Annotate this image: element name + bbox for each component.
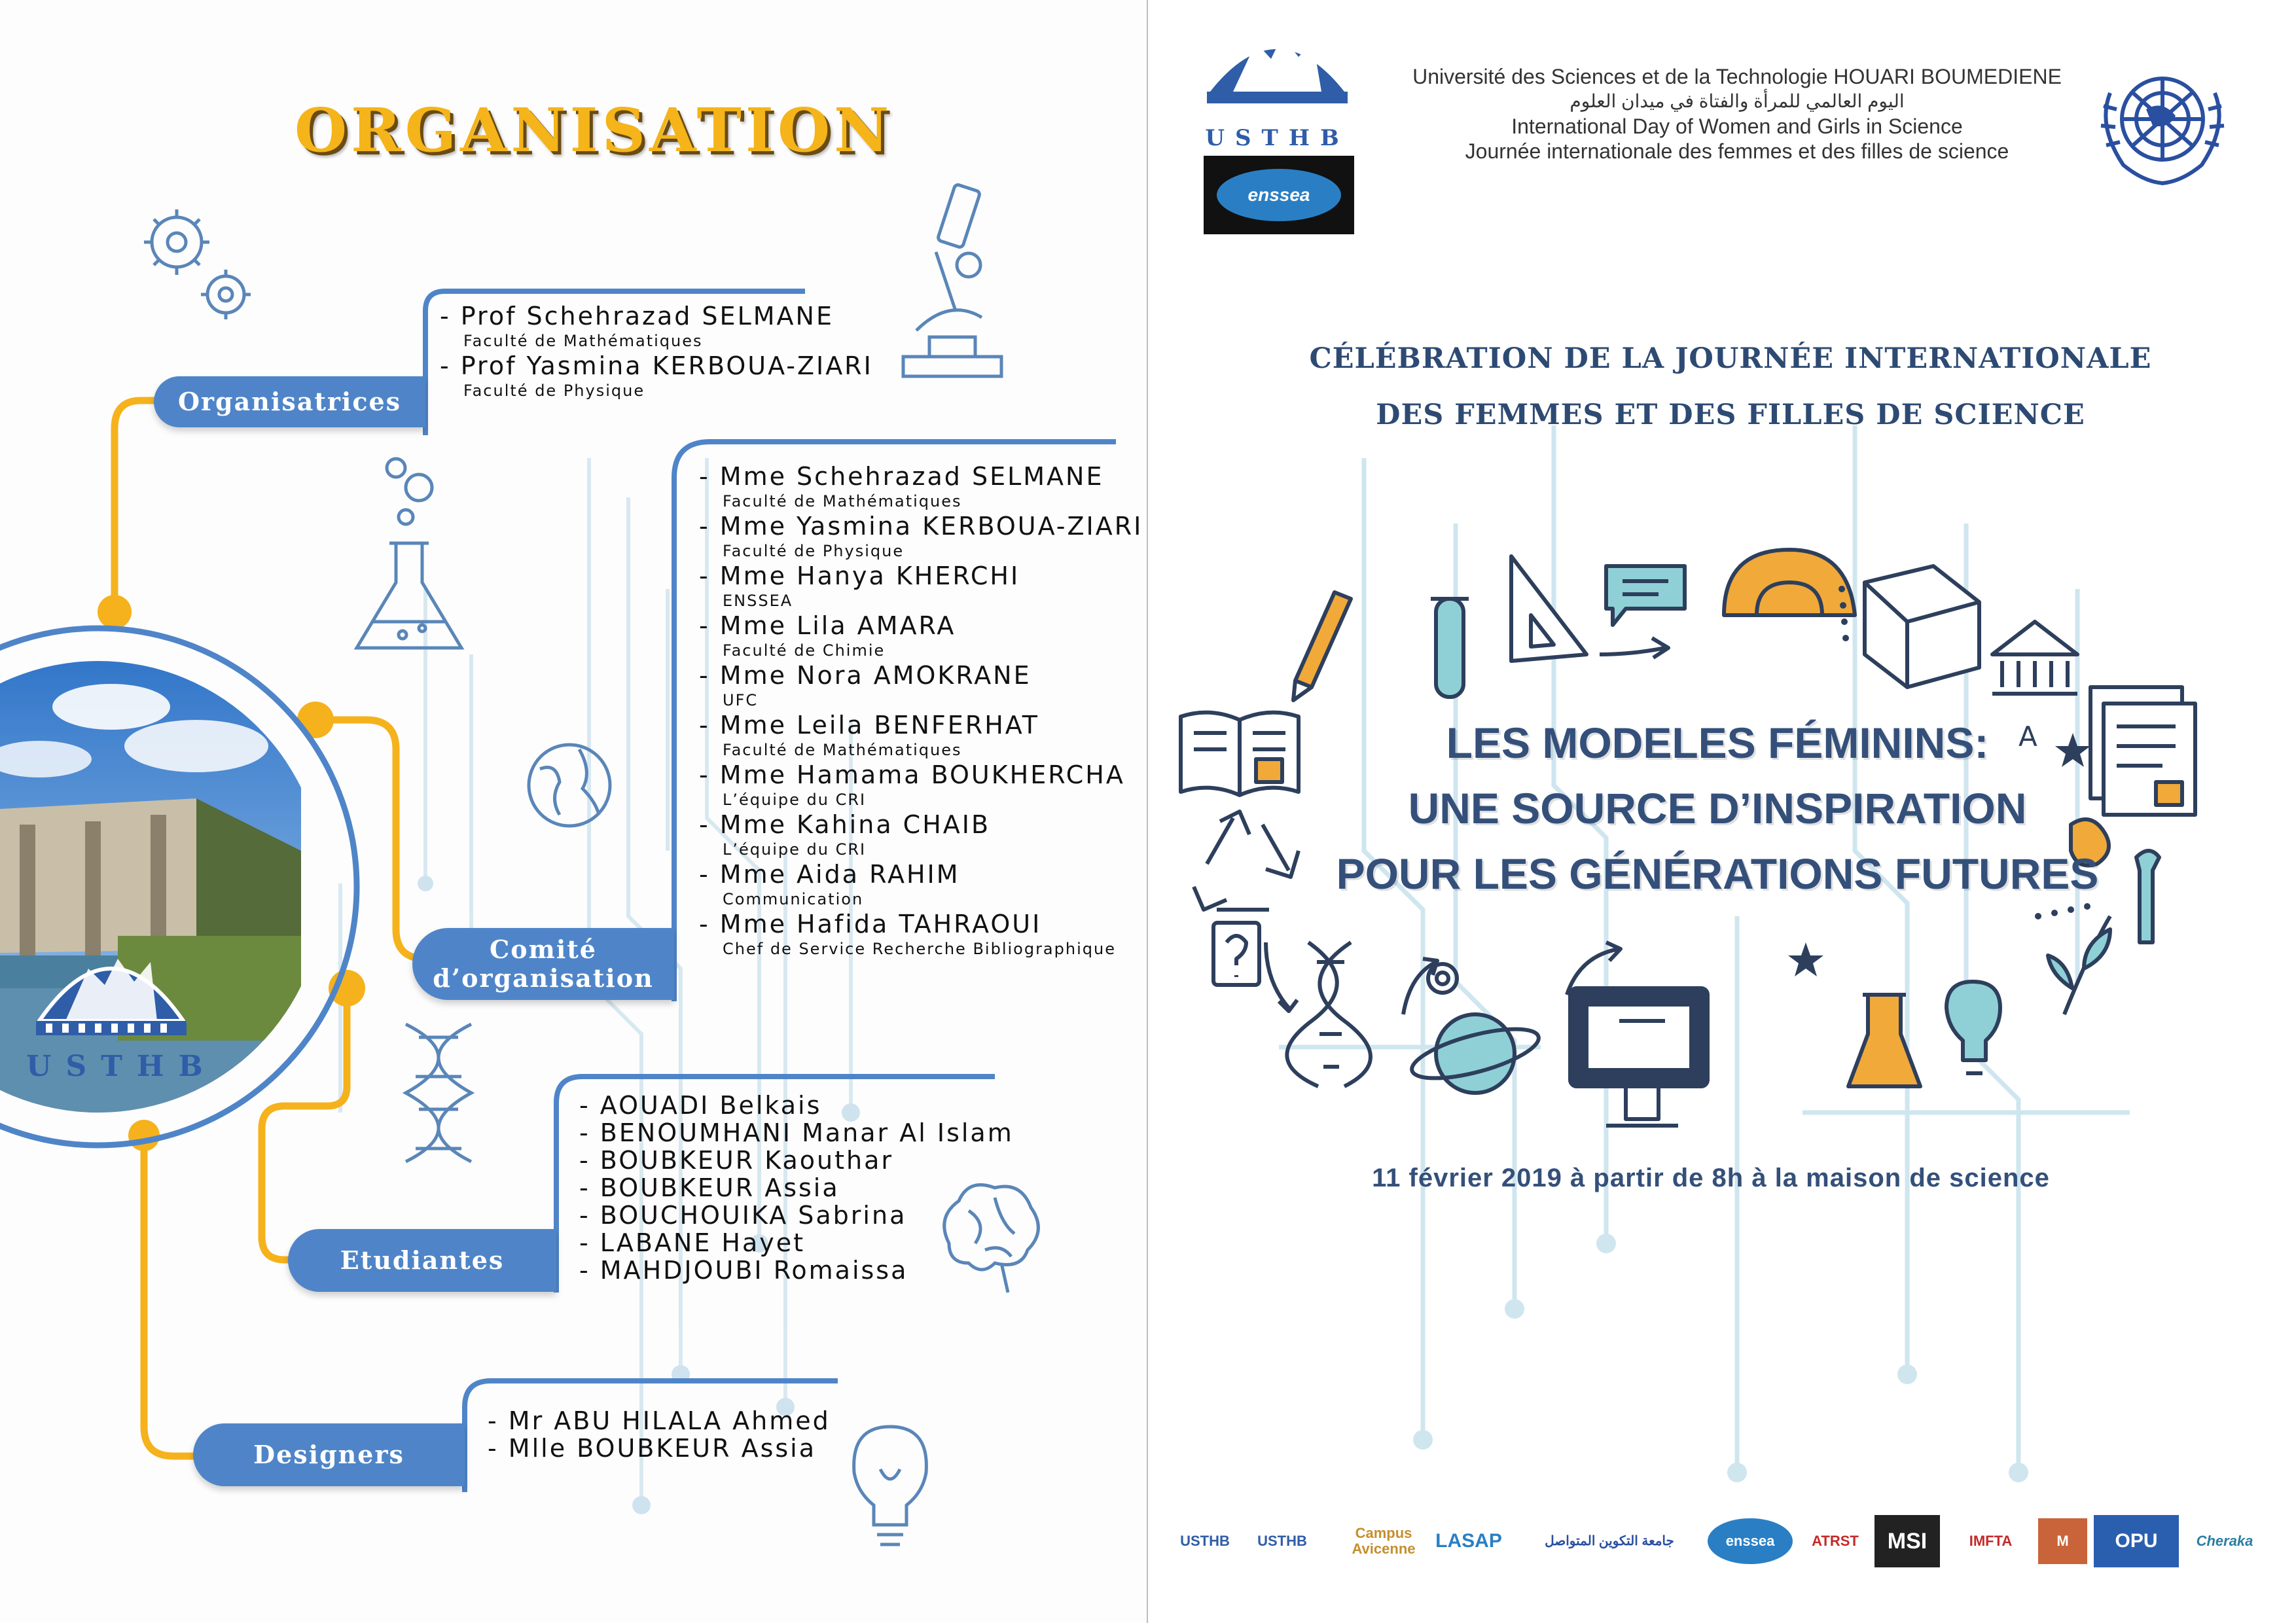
member-name: - Mme Hafida TAHRAOUI [699, 910, 1042, 938]
member-name: - Mme Aida RAHIM [699, 860, 960, 889]
tab-designers: Designers [193, 1423, 465, 1486]
organisation-page [0, 0, 1147, 1623]
leaf-icon [2048, 916, 2110, 1014]
celebration-line-1: CÉLÉBRATION DE LA JOURNÉE INTERNATIONALE [1309, 342, 2152, 375]
member-affiliation: L’équipe du CRI [723, 791, 867, 809]
member-name: - Mme Yasmina KERBOUA-ZIARI [699, 512, 1143, 541]
partner-logo-usthb-maths: USTHB [1257, 1533, 1307, 1549]
enssea-logo-text: enssea [1247, 185, 1310, 205]
question-icon [1213, 923, 1259, 985]
chat-bubble-icon [1606, 566, 1685, 625]
flask-icon [344, 452, 475, 668]
member-name: - Mme Lila AMARA [699, 611, 956, 640]
partner-logo-lasap: LASAP [1435, 1530, 1502, 1552]
member-affiliation: Faculté de Physique [723, 542, 905, 560]
header-line-arabic: اليوم العالمي للمرأة والفتاة في ميدان العلوم [1570, 91, 1905, 111]
member-name: - Mme Schehrazad SELMANE [699, 462, 1104, 491]
partner-logo-campus-avicenne: Campus Avicenne [1352, 1525, 1416, 1557]
usthb-emblem-icon [26, 923, 196, 1047]
monitor-icon [1570, 988, 1708, 1126]
member-name: - Mme Hanya KHERCHI [699, 562, 1020, 590]
gears-icon [128, 196, 259, 327]
usthb-logo [26, 923, 217, 1083]
member-affiliation: Faculté de Mathématiques [723, 741, 962, 759]
letter-a-icon: A [2018, 721, 2037, 753]
member-affiliation: Faculté de Mathématiques [723, 492, 962, 510]
tab-etudiantes: Etudiantes [288, 1229, 556, 1292]
beaker-icon [1848, 995, 1920, 1086]
dna-icon [1287, 942, 1371, 1086]
member-affiliation: Faculté de Mathématiques [463, 332, 703, 350]
header-line-english: International Day of Women and Girls in Science [1511, 115, 1963, 138]
member-affiliation: Faculté de Chimie [723, 641, 886, 660]
celebration-line-2: DES FEMMES ET DES FILLES DE SCIENCE [1376, 399, 2085, 431]
test-tube-icon [1431, 599, 1469, 697]
member-affiliation: ENSSEA [723, 592, 793, 610]
recycle-icon [1194, 812, 1299, 910]
member-name: - Mme Leila BENFERHAT [699, 711, 1040, 740]
partner-logo-msi: MSI [1874, 1515, 1940, 1567]
microscope-icon [890, 180, 1008, 389]
open-book-icon [1181, 713, 1299, 795]
dna-icon [393, 1018, 484, 1168]
member-name: - Mme Kahina CHAIB [699, 810, 991, 839]
comite-list [699, 461, 1143, 959]
partner-logo-imfta: IMFTA [1969, 1533, 2013, 1549]
member-name: - Prof Schehrazad SELMANE [440, 302, 834, 330]
event-cover-page [1148, 0, 2296, 1623]
page-title: ORGANISATION [295, 95, 893, 166]
science-icons-ring [1148, 0, 2296, 1152]
designer-name: - Mlle BOUBKEUR Assia [488, 1434, 817, 1463]
member-affiliation: Faculté de Physique [463, 382, 645, 400]
student-name: - BOUBKEUR Kaouthar [579, 1146, 893, 1175]
usthb-logo-text: USTHB [1205, 125, 1350, 151]
globe-icon [520, 736, 619, 834]
tab-comite-line2: d’organisation [433, 963, 654, 993]
partner-logo-atrst: ATRST [1812, 1533, 1859, 1549]
brain-icon [929, 1171, 1047, 1296]
event-date: 11 février 2019 à partir de 8h à la maison de science [1372, 1164, 2050, 1192]
pencil-icon [1293, 592, 1351, 700]
wrench-icon [2136, 851, 2159, 942]
member-affiliation: Communication [723, 890, 864, 908]
theme-line-1: LES MODELES FÉMININS: [1446, 719, 1989, 767]
partner-logo-opu: OPU [2094, 1515, 2179, 1567]
institution-icon [1992, 622, 2077, 694]
header-line-university: Université des Sciences et de la Technologie HOUARI BOUMEDIENE [1412, 65, 2062, 88]
member-affiliation: UFC [723, 691, 759, 709]
student-name: - BOUBKEUR Assia [579, 1173, 840, 1202]
set-square-icon [1511, 556, 1587, 661]
book-icon [1865, 566, 1979, 687]
tab-comite-line1: Comité [490, 935, 597, 964]
header-line-french: Journée internationale des femmes et des filles de science [1465, 139, 2009, 163]
student-name: - BENOUMHANI Manar Al Islam [579, 1118, 1014, 1147]
student-name: - AOUADI Belkais [579, 1091, 822, 1120]
lightbulb-icon [1946, 982, 2000, 1073]
tab-organisatrices: Organisatrices [154, 376, 425, 427]
designers-list [488, 1407, 831, 1462]
member-affiliation: L’équipe du CRI [723, 840, 867, 859]
lightbulb-icon [841, 1417, 939, 1554]
arrow-icon [1266, 942, 1297, 1011]
student-name: - BOUCHOUIKA Sabrina [579, 1201, 907, 1230]
designer-name: - Mr ABU HILALA Ahmed [488, 1406, 831, 1435]
usthb-logo-text: USTHB [26, 1050, 217, 1083]
partner-logo-cheraka: Cheraka [2196, 1533, 2253, 1549]
student-name: - MAHDJOUBI Romaissa [579, 1256, 908, 1285]
protractor-icon [1724, 550, 1855, 615]
theme-line-2: UNE SOURCE D’INSPIRATION [1408, 784, 2027, 832]
member-name: - Prof Yasmina KERBOUA-ZIARI [440, 351, 873, 380]
theme-title [1325, 710, 2110, 906]
star-icon [1788, 942, 1823, 976]
member-name: - Mme Hamama BOUKHERCHA [699, 760, 1125, 789]
partner-logo-formation-continue: جامعة التكوين المتواصل [1545, 1534, 1674, 1548]
at-sign-icon [1428, 964, 1457, 993]
student-name: - LABANE Hayet [579, 1228, 806, 1257]
arrow-icon [1600, 638, 1668, 658]
member-name: - Mme Nora AMOKRANE [699, 661, 1031, 690]
partner-logo-m: M [2038, 1518, 2087, 1564]
organisatrices-list [440, 301, 873, 401]
planet-icon [1407, 1014, 1543, 1093]
theme-line-3: POUR LES GÉNÉRATIONS FUTURES [1336, 849, 2099, 898]
tab-comite [412, 928, 674, 1000]
partner-logo-usthb: USTHB [1180, 1533, 1230, 1549]
partner-logo-enssea: enssea [1708, 1518, 1793, 1564]
member-affiliation: Chef de Service Recherche Bibliographique [723, 940, 1116, 958]
